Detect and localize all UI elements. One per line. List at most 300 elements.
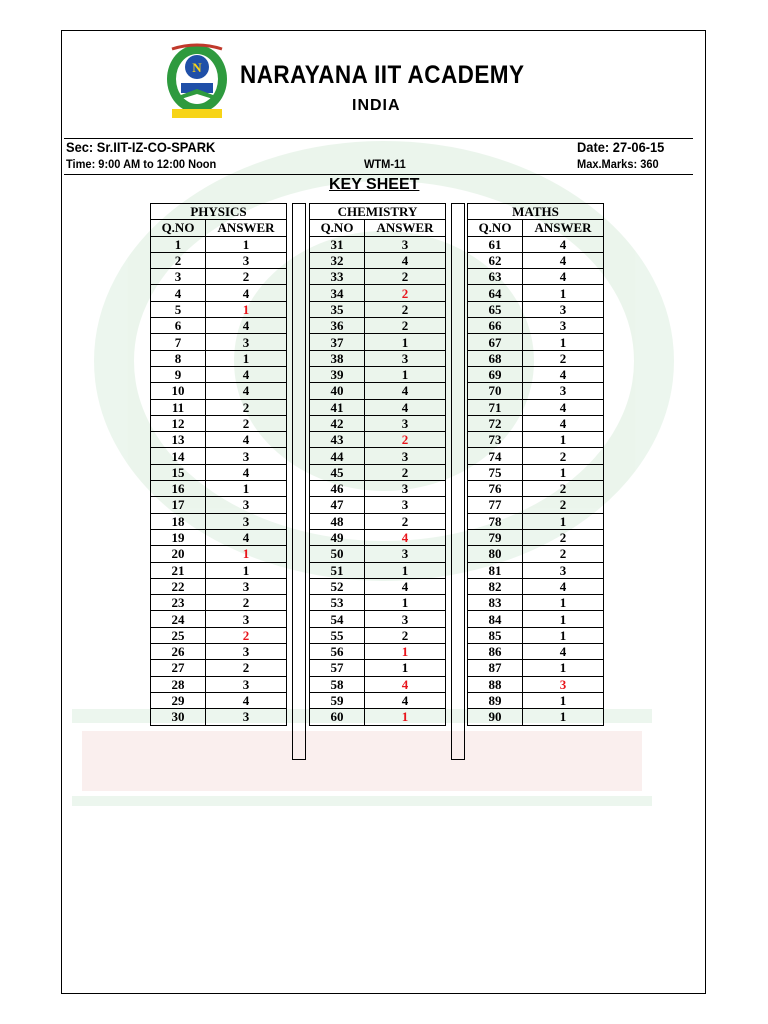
table-row (151, 578, 287, 594)
table-row (468, 546, 604, 562)
question-number: 29 (151, 692, 206, 708)
qno-header: Q.NO (310, 220, 365, 236)
question-number: 71 (468, 399, 523, 415)
table-row (468, 350, 604, 366)
answer-value: 2 (206, 627, 287, 643)
question-number: 2 (151, 252, 206, 268)
column-header-row (310, 220, 446, 236)
table-row (310, 285, 446, 301)
answer-value: 1 (206, 350, 287, 366)
answer-value: 4 (206, 529, 287, 545)
table-row (310, 269, 446, 285)
question-number: 43 (310, 432, 365, 448)
question-number: 40 (310, 383, 365, 399)
table-row (310, 236, 446, 252)
table-row (151, 709, 287, 725)
table-row (468, 318, 604, 334)
answer-value: 3 (206, 448, 287, 464)
answer-value: 1 (206, 562, 287, 578)
table-row (468, 236, 604, 252)
question-number: 14 (151, 448, 206, 464)
answer-value: 3 (365, 236, 446, 252)
answer-value: 3 (523, 318, 604, 334)
question-number: 44 (310, 448, 365, 464)
table-row (310, 334, 446, 350)
table-row (151, 464, 287, 480)
answer-value: 2 (365, 627, 446, 643)
table-row (151, 366, 287, 382)
question-number: 79 (468, 529, 523, 545)
question-number: 67 (468, 334, 523, 350)
table-row (151, 399, 287, 415)
answer-value: 3 (365, 546, 446, 562)
question-number: 42 (310, 415, 365, 431)
table-row (151, 252, 287, 268)
table-row (310, 578, 446, 594)
question-number: 41 (310, 399, 365, 415)
question-number: 80 (468, 546, 523, 562)
table-row (310, 595, 446, 611)
answer-value: 1 (523, 611, 604, 627)
answer-value: 1 (206, 236, 287, 252)
question-number: 61 (468, 236, 523, 252)
table-row (151, 676, 287, 692)
question-number: 17 (151, 497, 206, 513)
answer-value: 4 (365, 578, 446, 594)
answer-value: 1 (523, 464, 604, 480)
question-number: 64 (468, 285, 523, 301)
question-number: 19 (151, 529, 206, 545)
table-row (310, 497, 446, 513)
table-row (151, 301, 287, 317)
max-marks-label: Max.Marks: 360 (577, 157, 659, 171)
table-row (310, 318, 446, 334)
question-number: 1 (151, 236, 206, 252)
answer-value: 1 (365, 334, 446, 350)
question-number: 55 (310, 627, 365, 643)
column-separator (292, 203, 306, 760)
section-label: Sec: Sr.IIT-IZ-CO-SPARK (66, 139, 216, 155)
question-number: 72 (468, 415, 523, 431)
table-row (310, 350, 446, 366)
table-row (151, 269, 287, 285)
question-number: 78 (468, 513, 523, 529)
question-number: 22 (151, 578, 206, 594)
question-number: 5 (151, 301, 206, 317)
table-row (310, 562, 446, 578)
table-row (310, 301, 446, 317)
table-row (151, 627, 287, 643)
answer-value: 4 (365, 529, 446, 545)
narayana-logo (164, 43, 230, 123)
table-row (151, 350, 287, 366)
answer-value: 1 (365, 562, 446, 578)
question-number: 66 (468, 318, 523, 334)
answer-value: 1 (365, 709, 446, 725)
answer-value: 1 (523, 334, 604, 350)
question-number: 38 (310, 350, 365, 366)
subject-name: MATHS (468, 204, 604, 220)
answer-value: 3 (206, 611, 287, 627)
question-number: 21 (151, 562, 206, 578)
answer-value: 4 (365, 676, 446, 692)
table-row (310, 611, 446, 627)
subject-header-row (151, 204, 287, 220)
answer-value: 3 (365, 481, 446, 497)
table-row (151, 692, 287, 708)
question-number: 50 (310, 546, 365, 562)
table-row (310, 644, 446, 660)
answer-value: 3 (206, 497, 287, 513)
table-row (151, 432, 287, 448)
subject-name: CHEMISTRY (310, 204, 446, 220)
answer-value: 4 (206, 464, 287, 480)
table-row (468, 595, 604, 611)
question-number: 12 (151, 415, 206, 431)
question-number: 49 (310, 529, 365, 545)
answer-value: 1 (523, 692, 604, 708)
answer-value: 1 (523, 627, 604, 643)
question-number: 56 (310, 644, 365, 660)
answer-value: 4 (206, 383, 287, 399)
table-row (468, 366, 604, 382)
answer-value: 1 (206, 546, 287, 562)
answer-value: 2 (206, 595, 287, 611)
table-row (151, 318, 287, 334)
table-row (310, 415, 446, 431)
question-number: 15 (151, 464, 206, 480)
question-number: 82 (468, 578, 523, 594)
question-number: 70 (468, 383, 523, 399)
question-number: 75 (468, 464, 523, 480)
answer-key-page (61, 30, 706, 994)
table-row (151, 448, 287, 464)
question-number: 25 (151, 627, 206, 643)
answer-value: 2 (523, 546, 604, 562)
question-number: 69 (468, 366, 523, 382)
divider (64, 174, 693, 175)
table-row (468, 399, 604, 415)
answer-value: 4 (206, 318, 287, 334)
table-row (468, 481, 604, 497)
table-row (468, 692, 604, 708)
answer-value: 4 (523, 366, 604, 382)
answer-value: 2 (365, 285, 446, 301)
answer-value: 2 (523, 497, 604, 513)
question-number: 18 (151, 513, 206, 529)
table-row (151, 285, 287, 301)
table-row (468, 578, 604, 594)
answer-value: 1 (206, 301, 287, 317)
question-number: 88 (468, 676, 523, 692)
table-row (151, 611, 287, 627)
answer-value: 3 (523, 301, 604, 317)
answer-value: 1 (365, 366, 446, 382)
table-row (468, 660, 604, 676)
question-number: 32 (310, 252, 365, 268)
table-row (310, 676, 446, 692)
answer-value: 3 (206, 252, 287, 268)
question-number: 81 (468, 562, 523, 578)
question-number: 52 (310, 578, 365, 594)
table-row (310, 399, 446, 415)
answer-value: 2 (523, 481, 604, 497)
table-row (310, 448, 446, 464)
answer-value: 2 (523, 448, 604, 464)
question-number: 31 (310, 236, 365, 252)
question-number: 20 (151, 546, 206, 562)
answer-value: 3 (365, 350, 446, 366)
question-number: 39 (310, 366, 365, 382)
table-row (468, 529, 604, 545)
answer-value: 2 (365, 464, 446, 480)
question-number: 62 (468, 252, 523, 268)
table-row (468, 334, 604, 350)
table-row (310, 252, 446, 268)
question-number: 87 (468, 660, 523, 676)
question-number: 54 (310, 611, 365, 627)
question-number: 37 (310, 334, 365, 350)
academy-title: NARAYANA IIT ACADEMY (240, 61, 525, 89)
question-number: 7 (151, 334, 206, 350)
question-number: 47 (310, 497, 365, 513)
column-header-row (468, 220, 604, 236)
table-row (151, 562, 287, 578)
answer-value: 4 (523, 399, 604, 415)
question-number: 77 (468, 497, 523, 513)
table-row (151, 481, 287, 497)
answer-value: 4 (523, 252, 604, 268)
answer-value: 1 (206, 481, 287, 497)
answer-value: 2 (206, 660, 287, 676)
question-number: 74 (468, 448, 523, 464)
question-number: 35 (310, 301, 365, 317)
answer-value: 1 (523, 285, 604, 301)
answer-value: 2 (365, 301, 446, 317)
answer-value: 3 (523, 676, 604, 692)
table-row (468, 415, 604, 431)
table-row (468, 709, 604, 725)
answer-value: 3 (523, 562, 604, 578)
answer-value: 3 (206, 644, 287, 660)
answer-value: 2 (523, 529, 604, 545)
answer-value: 4 (206, 366, 287, 382)
answer-value: 4 (206, 692, 287, 708)
answer-value: 2 (365, 269, 446, 285)
question-number: 45 (310, 464, 365, 480)
table-row (310, 529, 446, 545)
maths-key-table (467, 203, 604, 726)
table-row (468, 269, 604, 285)
table-row (468, 644, 604, 660)
answer-value: 1 (523, 595, 604, 611)
answer-value: 3 (206, 709, 287, 725)
question-number: 65 (468, 301, 523, 317)
time-label: Time: 9:00 AM to 12:00 Noon (66, 157, 217, 171)
table-row (151, 236, 287, 252)
table-row (310, 692, 446, 708)
question-number: 48 (310, 513, 365, 529)
question-number: 59 (310, 692, 365, 708)
question-number: 8 (151, 350, 206, 366)
question-number: 13 (151, 432, 206, 448)
answer-value: 2 (365, 513, 446, 529)
answer-value: 3 (206, 334, 287, 350)
table-row (310, 432, 446, 448)
answer-value: 4 (365, 383, 446, 399)
answer-header: ANSWER (206, 220, 287, 236)
table-row (151, 513, 287, 529)
answer-value: 2 (206, 399, 287, 415)
table-row (151, 334, 287, 350)
question-number: 51 (310, 562, 365, 578)
question-number: 83 (468, 595, 523, 611)
question-number: 85 (468, 627, 523, 643)
question-number: 68 (468, 350, 523, 366)
answer-value: 1 (365, 644, 446, 660)
answer-value: 4 (365, 252, 446, 268)
answer-value: 4 (365, 399, 446, 415)
question-number: 60 (310, 709, 365, 725)
question-number: 9 (151, 366, 206, 382)
qno-header: Q.NO (151, 220, 206, 236)
table-row (468, 562, 604, 578)
table-row (151, 644, 287, 660)
answer-value: 2 (365, 318, 446, 334)
answer-value: 4 (523, 236, 604, 252)
column-header-row (151, 220, 287, 236)
table-row (310, 383, 446, 399)
table-row (310, 709, 446, 725)
answer-value: 3 (523, 383, 604, 399)
subject-name: PHYSICS (151, 204, 287, 220)
question-number: 11 (151, 399, 206, 415)
answer-header: ANSWER (523, 220, 604, 236)
table-row (468, 432, 604, 448)
column-separator (451, 203, 465, 760)
table-row (468, 448, 604, 464)
question-number: 63 (468, 269, 523, 285)
table-row (468, 611, 604, 627)
answer-value: 4 (523, 644, 604, 660)
subject-header-row (310, 204, 446, 220)
answer-value: 4 (523, 415, 604, 431)
table-row (310, 660, 446, 676)
answer-value: 1 (365, 660, 446, 676)
table-row (310, 546, 446, 562)
country-subtitle: INDIA (352, 97, 401, 114)
table-row (310, 627, 446, 643)
question-number: 33 (310, 269, 365, 285)
question-number: 4 (151, 285, 206, 301)
question-number: 58 (310, 676, 365, 692)
table-row (310, 481, 446, 497)
answer-value: 4 (523, 269, 604, 285)
question-number: 23 (151, 595, 206, 611)
question-number: 27 (151, 660, 206, 676)
table-row (310, 513, 446, 529)
answer-value: 3 (365, 415, 446, 431)
test-code: WTM-11 (364, 157, 406, 171)
question-number: 6 (151, 318, 206, 334)
date-label: Date: 27-06-15 (577, 139, 665, 155)
table-row (151, 383, 287, 399)
table-row (468, 301, 604, 317)
question-number: 57 (310, 660, 365, 676)
answer-value: 3 (206, 513, 287, 529)
chemistry-key-table (309, 203, 446, 726)
answer-value: 1 (523, 432, 604, 448)
answer-value: 3 (206, 676, 287, 692)
answer-value: 1 (523, 709, 604, 725)
question-number: 73 (468, 432, 523, 448)
table-row (468, 383, 604, 399)
table-row (468, 252, 604, 268)
answer-value: 4 (523, 578, 604, 594)
table-row (151, 497, 287, 513)
table-row (468, 285, 604, 301)
table-row (151, 415, 287, 431)
answer-value: 2 (365, 432, 446, 448)
question-number: 53 (310, 595, 365, 611)
question-number: 84 (468, 611, 523, 627)
table-row (310, 464, 446, 480)
table-row (468, 513, 604, 529)
answer-value: 3 (206, 578, 287, 594)
answer-value: 1 (523, 660, 604, 676)
answer-value: 2 (206, 415, 287, 431)
question-number: 36 (310, 318, 365, 334)
table-row (310, 366, 446, 382)
table-row (151, 660, 287, 676)
question-number: 3 (151, 269, 206, 285)
answer-value: 1 (523, 513, 604, 529)
table-row (151, 529, 287, 545)
question-number: 46 (310, 481, 365, 497)
answer-value: 4 (365, 692, 446, 708)
question-number: 76 (468, 481, 523, 497)
table-row (468, 627, 604, 643)
answer-value: 3 (365, 497, 446, 513)
table-row (151, 595, 287, 611)
answer-value: 3 (365, 611, 446, 627)
question-number: 24 (151, 611, 206, 627)
key-sheet-heading: KEY SHEET (329, 176, 420, 193)
table-row (468, 676, 604, 692)
table-row (151, 546, 287, 562)
question-number: 10 (151, 383, 206, 399)
physics-key-table (150, 203, 287, 726)
question-number: 90 (468, 709, 523, 725)
question-number: 34 (310, 285, 365, 301)
answer-value: 2 (206, 269, 287, 285)
answer-value: 4 (206, 432, 287, 448)
question-number: 26 (151, 644, 206, 660)
answer-value: 1 (365, 595, 446, 611)
question-number: 16 (151, 481, 206, 497)
table-row (468, 464, 604, 480)
answer-value: 3 (365, 448, 446, 464)
answer-value: 4 (206, 285, 287, 301)
svg-text:N: N (192, 60, 202, 75)
table-row (468, 497, 604, 513)
answer-value: 2 (523, 350, 604, 366)
question-number: 86 (468, 644, 523, 660)
qno-header: Q.NO (468, 220, 523, 236)
question-number: 28 (151, 676, 206, 692)
question-number: 89 (468, 692, 523, 708)
subject-header-row (468, 204, 604, 220)
